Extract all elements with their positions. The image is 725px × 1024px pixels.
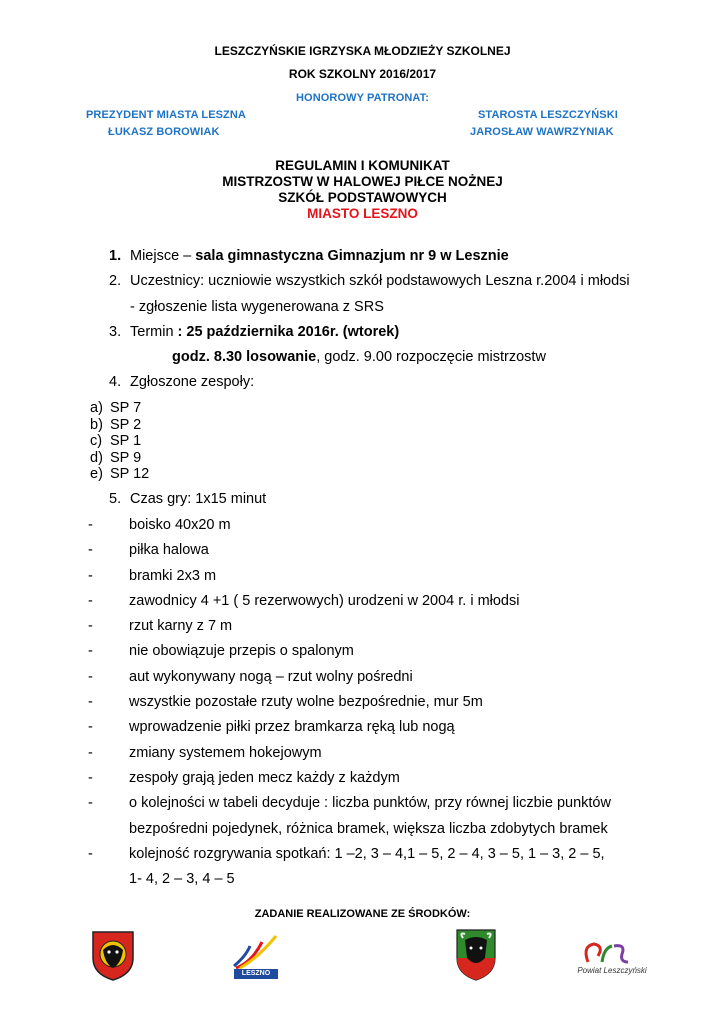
rule-item	[88, 719, 648, 744]
rule-text: bezpośredni pojedynek, różnica bramek, większa liczba zdobytych bramek	[129, 820, 608, 837]
rule-dash: -	[88, 769, 93, 786]
leszno-coat-of-arms-logo	[91, 930, 135, 982]
rule-item	[88, 568, 648, 593]
team-letter: e)	[90, 466, 103, 482]
item-number-4: 4.	[109, 374, 122, 390]
rule-dash: -	[88, 795, 93, 812]
patronage-label: HONOROWY PATRONAT:	[296, 92, 429, 104]
funding-label: ZADANIE REALIZOWANE ZE ŚRODKÓW:	[254, 908, 471, 920]
item-teams-label: Zgłoszone zespoły:	[130, 374, 255, 390]
powiat-coat-of-arms-logo	[455, 928, 497, 982]
team-item	[90, 450, 149, 467]
team-item	[90, 400, 149, 417]
rule-dash: -	[88, 668, 93, 685]
rule-dash: -	[88, 592, 93, 609]
rule-text: zespoły grają jeden mecz każdy z każdym	[129, 769, 400, 786]
team-name: SP 2	[110, 416, 142, 433]
event-title: LESZCZYŃSKIE IGRZYSKA MŁODZIEŻY SZKOLNEJ	[214, 44, 511, 58]
patron-left-name: ŁUKASZ BOROWIAK	[108, 126, 220, 138]
item-date	[130, 324, 399, 340]
rule-text: o kolejności w tabeli decyduje : liczba punktów, przy równej liczbie punktów	[129, 795, 611, 812]
rule-item	[88, 517, 648, 542]
rule-dash: -	[88, 567, 93, 584]
team-item	[90, 466, 149, 483]
item-number-5: 5.	[109, 491, 122, 507]
rule-dash: -	[88, 542, 93, 559]
item-schedule	[172, 349, 546, 365]
rule-text: rzut karny z 7 m	[129, 618, 233, 635]
item-participants: Uczestnicy: uczniowie wszystkich szkół podstawowych Leszna r.2004 i młodsi	[130, 273, 630, 289]
date-value: : 25 października 2016r. (wtorek)	[177, 324, 400, 340]
rule-dash: -	[88, 845, 93, 862]
rule-text: wszystkie pozostałe rzuty wolne bezpośrednie, mur 5m	[129, 694, 483, 711]
rule-item	[88, 770, 648, 795]
rule-item	[88, 593, 648, 618]
team-letter: a)	[90, 400, 103, 416]
rule-text: piłka halowa	[129, 542, 209, 559]
doc-title-line3: SZKÓŁ PODSTAWOWYCH	[278, 190, 447, 205]
rule-item	[88, 871, 648, 896]
team-name: SP 9	[110, 449, 142, 466]
rule-item	[88, 669, 648, 694]
powiat-leszczynski-logo	[574, 940, 650, 982]
patron-right-title: STAROSTA LESZCZYŃSKI	[478, 109, 618, 121]
rule-text: wprowadzenie piłki przez bramkarza ręką lub nogą	[129, 719, 455, 736]
teams-list	[90, 400, 149, 483]
rule-text: zmiany systemem hokejowym	[129, 744, 322, 761]
team-letter: c)	[90, 433, 103, 449]
team-letter: d)	[90, 449, 103, 466]
item-number-3: 3.	[109, 324, 122, 340]
school-year: ROK SZKOLNY 2016/2017	[288, 67, 437, 81]
team-name: SP 7	[110, 400, 142, 416]
rule-item	[88, 643, 648, 668]
rule-text: aut wykonywany nogą – rzut wolny pośredni	[129, 668, 413, 685]
doc-title-line2: MISTRZOSTW W HALOWEJ PIŁCE NOŻNEJ	[222, 174, 503, 189]
item-game-time: Czas gry: 1x15 minut	[130, 491, 267, 507]
rule-dash: -	[88, 744, 93, 761]
rule-text: kolejność rozgrywania spotkań: 1 –2, 3 – 4,1 – 5, 2 – 4, 3 – 5, 1 – 3, 2 – 5,	[129, 845, 605, 862]
item-venue	[130, 248, 509, 264]
venue-value: sala gimnastyczna Gimnazjum nr 9 w Lesznie	[195, 248, 509, 264]
rule-dash: -	[88, 643, 93, 660]
leszno-city-logo	[232, 932, 280, 984]
rule-item	[88, 846, 648, 871]
rule-text: 1- 4, 2 – 3, 4 – 5	[129, 871, 235, 888]
item-number-1: 1.	[109, 248, 122, 264]
date-label: Termin	[130, 324, 178, 340]
rule-dash: -	[88, 517, 93, 533]
rule-text: nie obowiązuje przepis o spalonym	[129, 643, 354, 660]
rule-dash: -	[88, 694, 93, 711]
rule-item	[88, 618, 648, 643]
doc-title-city: MIASTO LESZNO	[307, 206, 418, 221]
rule-text: boisko 40x20 m	[129, 517, 231, 533]
rule-dash: -	[88, 719, 93, 736]
team-letter: b)	[90, 416, 103, 433]
patron-left-title: PREZYDENT MIASTA LESZNA	[86, 109, 246, 121]
rule-item	[88, 542, 648, 567]
rule-item	[88, 821, 648, 846]
team-name: SP 1	[110, 433, 142, 449]
leszno-logo-text: LESZNO	[241, 970, 271, 977]
rule-text: zawodnicy 4 +1 ( 5 rezerwowych) urodzeni w 2004 r. i młodsi	[129, 592, 520, 609]
rules-list	[88, 517, 648, 896]
item-number-2: 2.	[109, 273, 122, 289]
rule-dash: -	[88, 618, 93, 635]
powiat-logo-text: Powiat Leszczyński	[577, 966, 647, 975]
rule-item	[88, 745, 648, 770]
team-name: SP 12	[110, 466, 150, 482]
item-participants-sub: - zgłoszenie lista wygenerowana z SRS	[130, 299, 384, 315]
rule-text: bramki 2x3 m	[129, 567, 217, 584]
rule-item	[88, 795, 648, 820]
venue-label: Miejsce –	[130, 248, 196, 264]
doc-title-line1: REGULAMIN I KOMUNIKAT	[275, 158, 450, 173]
rule-item	[88, 694, 648, 719]
start-time: , godz. 9.00 rozpoczęcie mistrzostw	[316, 349, 546, 365]
draw-time: godz. 8.30 losowanie	[172, 349, 317, 365]
team-item	[90, 433, 149, 450]
patron-right-name: JAROSŁAW WAWRZYNIAK	[470, 126, 614, 138]
team-item	[90, 417, 149, 434]
